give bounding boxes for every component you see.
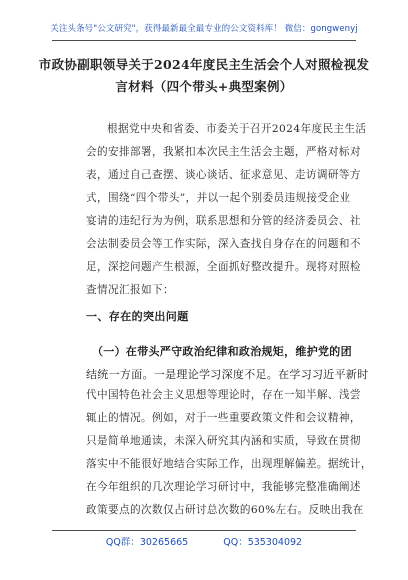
footer-qq-group: QQ群：30265665 — [105, 537, 189, 548]
subsection-line-2: 结统一方面。一是理论学习深度不足。在学习习近平新时 — [86, 368, 369, 381]
subsection-heading — [86, 340, 369, 386]
title-line-1: 市政协副职领导关于2024年度民主生活会个人对照检视发 — [38, 57, 370, 72]
intro-line: 会的安排部署，我紧扣本次民主生活会主题，严格对标对 — [86, 146, 361, 158]
intro-line: 式，围绕“四个带头”，并以一起个别委员违规接受企业 — [86, 192, 351, 204]
footer — [0, 534, 408, 548]
intro-line: 根据党中央和省委、市委关于召开2024年度民主生活 — [107, 123, 367, 135]
footer-divider — [52, 530, 356, 531]
section-heading: 一、存在的突出问题 — [86, 310, 189, 323]
body-line: 代中国特色社会主义思想等理论时，存在一知半解、浅尝 — [86, 389, 361, 401]
footer-qq-contact: QQ：535304092 — [223, 537, 303, 548]
body-paragraph — [86, 384, 372, 522]
intro-line: 足，深挖问题产生根源，全面抓好整改提升。现将对照检 — [86, 261, 361, 273]
title-line-2: 言材料（四个带头+典型案例） — [115, 79, 293, 94]
body-line: 政策要点的次数仅占研讨总次数的60%左右。反映出我在 — [86, 504, 364, 516]
body-line: 在今年组织的几次理论学习研讨中，我能够完整准确阐述 — [86, 481, 361, 493]
intro-line: 宴请的违纪行为为例，联系思想和分管的经济委员会、社 — [86, 215, 361, 227]
header-divider — [52, 40, 356, 41]
document-title — [0, 54, 408, 98]
intro-paragraph — [86, 118, 367, 302]
header-banner: 关注头条号"公文研究"，获得最新最全最专业的公文资料库！ 微信：gongwenyj — [50, 24, 358, 34]
body-line: 辄止的情况。例如，对于一些重要政策文件和会议精神， — [86, 412, 361, 424]
body-line: 只是简单地通读，未深入研究其内涵和实质，导致在贯彻 — [86, 435, 361, 447]
subsection-line-1: （一）在带头严守政治纪律和政治规矩，维护党的团 — [92, 345, 352, 358]
intro-line: 会法制委员会等工作实际，深入查找自身存在的问题和不 — [86, 238, 361, 250]
intro-line: 表，通过自己查摆、谈心谈话、征求意见、走访调研等方 — [86, 169, 361, 181]
intro-line: 查情况汇报如下： — [86, 284, 174, 296]
body-line: 落实中不能很好地结合实际工作，出现理解偏差。据统计， — [86, 458, 372, 470]
